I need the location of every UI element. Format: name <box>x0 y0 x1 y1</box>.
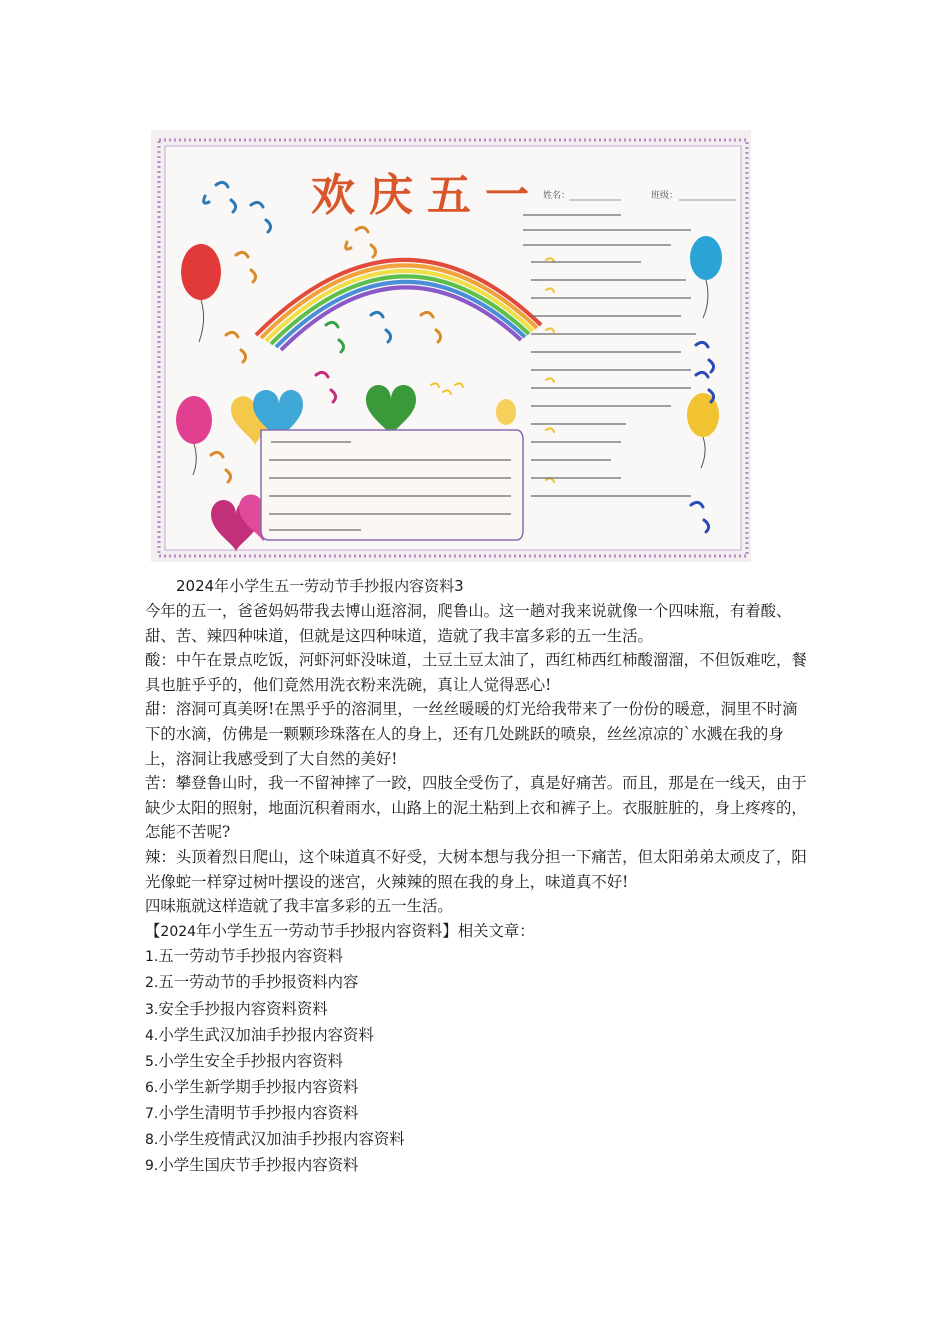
paragraph-conclusion: 四味瓶就这样造就了我丰富多彩的五一生活。 <box>145 897 453 916</box>
poster-class-label: 班级： <box>651 191 679 201</box>
paragraph-sweet: 甜：溶洞可真美呀!在黑乎乎的溶洞里，一丝丝暖暖的灯光给我带来了一份份的暖意，洞里不时滴下的水滴，仿佛是一颗颗珍珠落在人的身上，还有几处跳跃的喷泉，丝丝凉凉的`水溅在我的身上，溶洞让我感受到了大自然的美好! <box>145 700 798 768</box>
paragraph-intro: 今年的五一，爸爸妈妈带我去博山逛溶洞，爬鲁山。这一趟对我来说就像一个四味瓶，有着酸、甜、苦、辣四种味道，但就是这四种味道，造就了我丰富多彩的五一生活。 <box>145 602 792 645</box>
article-body <box>145 599 811 1179</box>
handmade-poster-image <box>151 130 751 562</box>
poster-title: 欢庆五一 <box>311 170 543 221</box>
related-articles-heading: 【2024年小学生五一劳动节手抄报内容资料】相关文章： <box>145 921 535 940</box>
related-article-link[interactable]: 6.小学生新学期手抄报内容资料 <box>145 1077 359 1096</box>
related-article-link[interactable]: 9.小学生国庆节手抄报内容资料 <box>145 1156 359 1175</box>
related-article-link[interactable]: 1.五一劳动节手抄报内容资料 <box>145 947 344 966</box>
scroll-box-drawing <box>261 430 523 540</box>
paragraph-spicy: 辣：头顶着烈日爬山，这个味道真不好受，大树本想与我分担一下痛苦，但太阳弟弟太顽皮了，阳光像蛇一样穿过树叶摆设的迷宫，火辣辣的照在我的身上，味道真不好! <box>145 847 807 891</box>
related-article-link[interactable]: 3.安全手抄报内容资料资料 <box>145 999 328 1018</box>
related-article-link[interactable]: 5.小学生安全手抄报内容资料 <box>145 1051 344 1070</box>
image-caption: 2024年小学生五一劳动节手抄报内容资料3 <box>176 577 464 595</box>
related-article-link[interactable]: 8.小学生疫情武汉加油手抄报内容资料 <box>145 1129 405 1148</box>
paragraph-sour: 酸：中午在景点吃饭，河虾河虾没味道，土豆土豆太油了，西红柿西红柿酸溜溜，不但饭难吃，餐具也脏乎乎的，他们竟然用洗衣粉来洗碗，真让人觉得恶心! <box>145 651 807 694</box>
related-articles-list <box>145 944 811 1179</box>
paragraph-bitter: 苦：攀登鲁山时，我一不留神摔了一跤，四肢全受伤了，真是好痛苦。而且，那是在一线天，由于缺少太阳的照射，地面沉积着雨水，山路上的泥土粘到上衣和裤子上。衣服脏脏的，身上疼疼的，怎能不苦呢? <box>145 774 807 842</box>
related-article-link[interactable]: 7.小学生清明节手抄报内容资料 <box>145 1103 359 1122</box>
related-article-link[interactable]: 4.小学生武汉加油手抄报内容资料 <box>145 1025 374 1044</box>
related-article-link[interactable]: 2.五一劳动节的手抄报资料内容 <box>145 973 359 992</box>
poster-name-label: 姓名： <box>543 191 571 201</box>
